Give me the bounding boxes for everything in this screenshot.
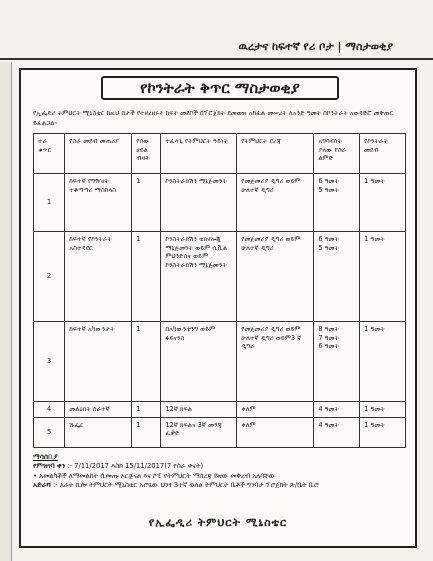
cell-count: 1 (132, 174, 161, 232)
cell-no: 4 (34, 402, 65, 418)
cell-level: የመጀመሪያ ዲግሪ ወይም ሁለተኛ ዲግሪ ወይም3 ኛ ዲግሪ (237, 322, 314, 402)
cell-experience: 4 ዓመት (314, 417, 360, 447)
address-text: :- አራት ኪሎ ትምህርት ሚኒስቴር አሮጌው ህንፃ 3ተኛ ወለል ትምህርት ቤቶች ግንባታ ፕሮጀክት ጽ/ቤት ቢሮ (53, 481, 319, 490)
cell-duration: 1 ዓመት (360, 322, 406, 402)
left-page-strip (0, 62, 12, 561)
cell-no: 2 (34, 232, 65, 322)
cell-level: የመጀመሪያ ዲግሪ ወይም ሁለተኛ ዲግሪ (237, 232, 314, 322)
table-row (34, 417, 406, 447)
cell-level: የመጀመሪያ ዲግሪ ወይም ሁለተኛ ዲግሪ (237, 174, 314, 232)
notes-heading: ማሳሰቢያ (33, 453, 58, 461)
cell-title: መልዕክት ሰራተኛ (65, 402, 132, 418)
cell-duration: 1 ዓመት (360, 417, 406, 447)
cell-title: ከፍተኛ የግዥሀት ተቆጣጣሪ ማስከላስ (65, 174, 132, 232)
header-divider (0, 58, 433, 60)
cell-experience: 8 ዓመት 7 ዓመት 6 ዓመት (314, 322, 360, 402)
table-row (34, 232, 406, 322)
advertisement-box (19, 68, 417, 548)
cell-experience: 6 ዓመት 5 ዓመት (314, 232, 360, 322)
vacancy-table (33, 133, 406, 448)
col-header-level: የትምህርት ደረጃ (237, 134, 314, 174)
cell-level: ቀለም (237, 402, 314, 418)
notes-section (33, 453, 405, 491)
cell-title: ከፍተኛ የኮንትራት አስተዳደር (65, 232, 132, 322)
cell-experience: 6 ዓመት 5 ዓመት (314, 174, 360, 232)
address-label: አድራሻ (33, 481, 51, 490)
cell-duration: 1 ዓመት (360, 174, 406, 232)
cell-count: 1 (132, 417, 161, 447)
col-header-no: ተራ ቁጥር (34, 134, 65, 174)
address (33, 481, 405, 490)
notes-bullet: • አመልካቾች ለማመልከት ሲመጡ ኦርጅናል እና ኮፒ የትምህርት ማስረጃ ይዘው መቅረብ አለባቸው (33, 471, 276, 480)
page-header (0, 0, 433, 62)
date-label: የምዝገባ ቀን (33, 462, 66, 471)
ad-intro: የኢፌዴሪ ትምህርት ሚኒስቴር ከዚህ በታች የተዘረዘሩት ከፍት መደቦች በፕሮጀክት ደመወዝ አከፈል መሠረት ለአንድ ዓመት በኮንትራት አወዳድሮ መቅጠር ይፈልጋል፡፡ (33, 109, 394, 127)
cell-count: 1 (132, 322, 161, 402)
cell-duration: 1 ዓመት (360, 232, 406, 322)
cell-experience: 4 ዓመት (314, 402, 360, 418)
cell-duration: 1 ዓመት (360, 402, 406, 418)
cell-level: ቀለም (237, 417, 314, 447)
ad-title: የኮንትራት ቅጥር ማስታወቂያ (101, 76, 339, 100)
date-text: :- 7/11/2017 እስከ 15/11/2017(7 የስራ ቀናት) (67, 462, 204, 471)
cell-field: 12ኛ ክፍል (161, 402, 237, 418)
cell-field: በአካውንቲንግ ወይም ፋይናንስ (161, 322, 237, 402)
col-header-experience: አግባብነት ያለው የስራ ልምድ (314, 134, 360, 174)
col-header-count: የሰው ሀይል ብዛት (132, 134, 161, 174)
cell-no: 5 (34, 417, 65, 447)
table-header-row (34, 134, 406, 174)
cell-field: ኮንስትራክሽን ቴክኖሎጂ ማኔጅመንት ወይም ሲቪል ምህንድስና ወይም ኮንስትራክሽን ማኔጅመንት (161, 232, 237, 322)
registration-date (33, 462, 405, 471)
cell-field: ኮንስትራክሽን ማኔጅመንት (161, 174, 237, 232)
cell-no: 3 (34, 322, 65, 402)
table-row (34, 402, 406, 418)
ad-footer-signature: የኢፌዲሪ ትምህርት ሚኒስቴር (148, 516, 288, 529)
page-header-text: ዉረታና ከፍተኛ የሪ ቦታ | ማስታወቂያ (238, 40, 393, 53)
col-header-field: ተፈላጊ የትምህርት ዓይነት (161, 134, 237, 174)
cell-field: 12ኛ ክፍልና 3ኛ መንጃ ፈቃድ (161, 417, 237, 447)
table-row (34, 174, 406, 232)
cell-count: 1 (132, 232, 161, 322)
table-row (34, 322, 406, 402)
cell-title: ሹፌር (65, 417, 132, 447)
cell-no: 1 (34, 174, 65, 232)
col-header-duration: የኮንትራት መደብ (360, 134, 406, 174)
cell-title: ከፍተኛ አካውንታት (65, 322, 132, 402)
col-header-title: የስራ መደብ መጠሪያ (65, 134, 132, 174)
cell-count: 1 (132, 402, 161, 418)
